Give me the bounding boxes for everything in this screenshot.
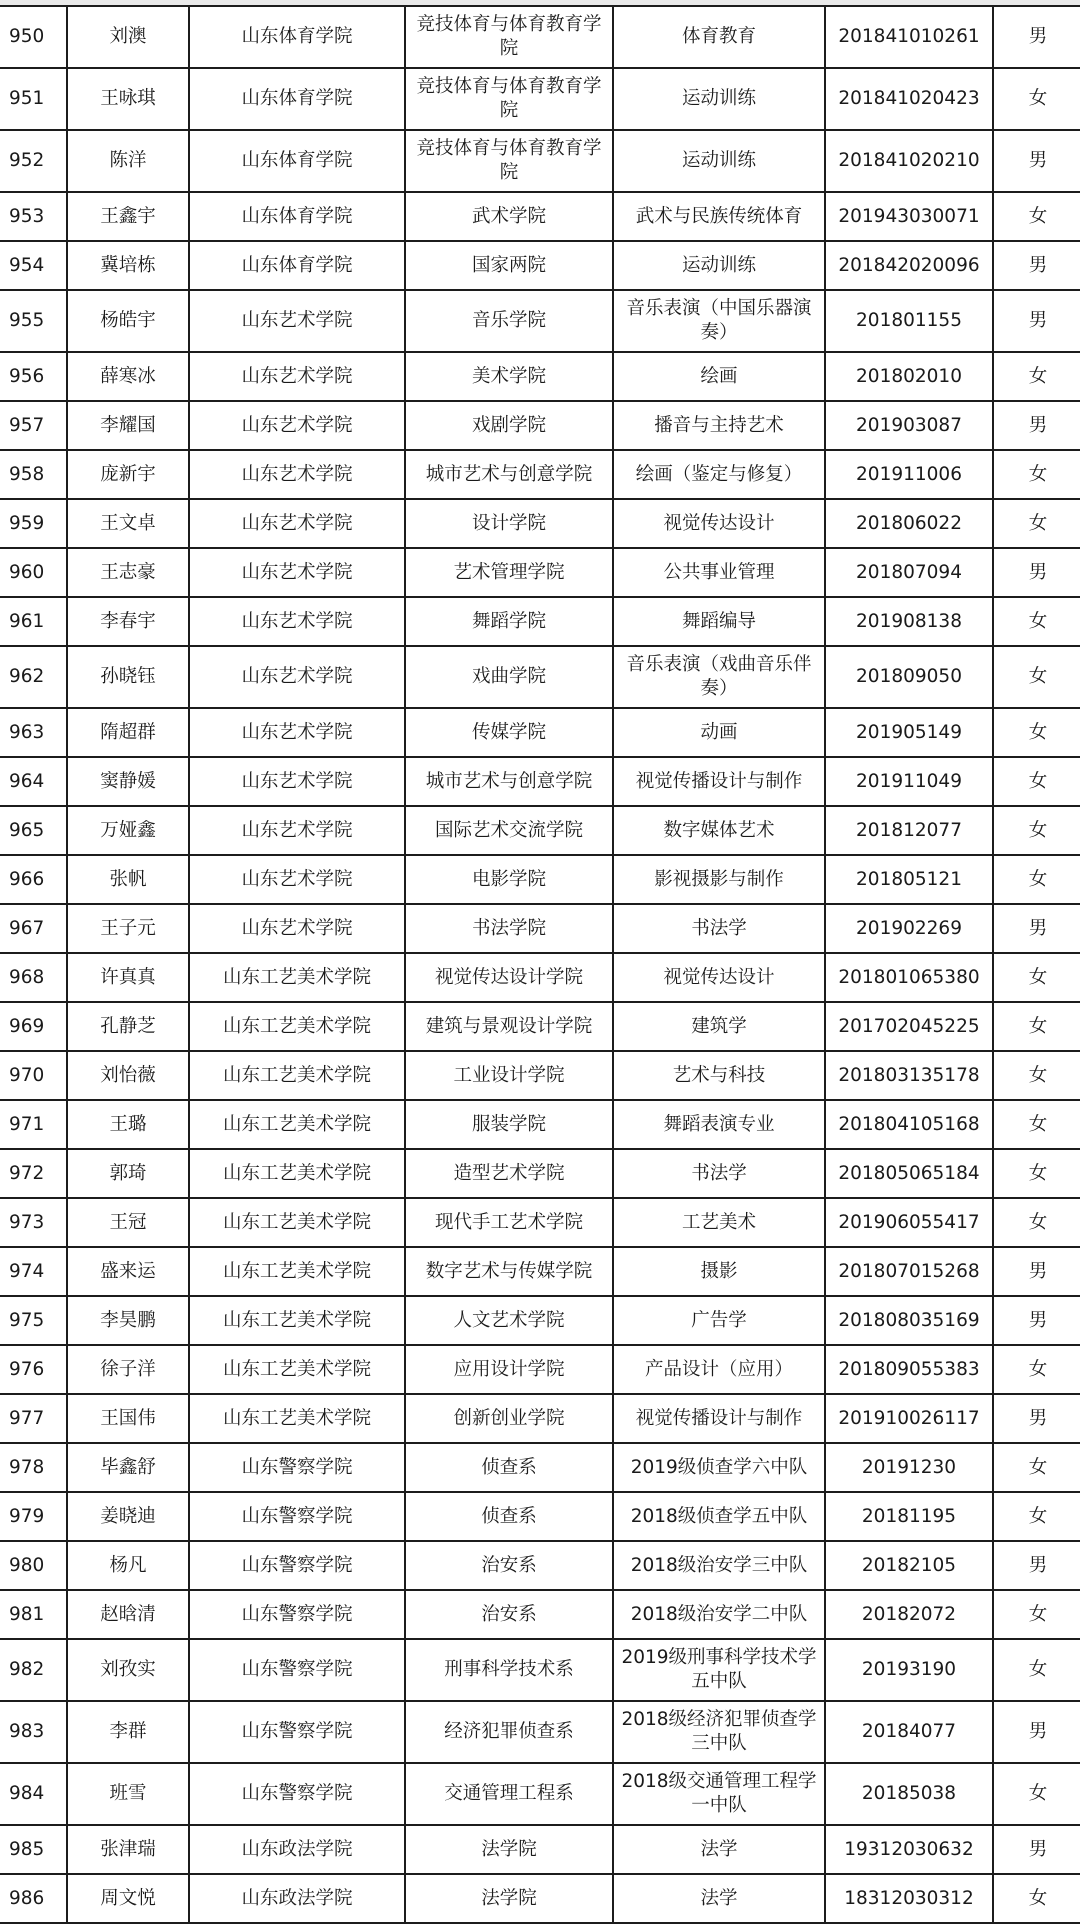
cell-number: 978 — [0, 1443, 67, 1492]
cell-student-id: 201801065380 — [825, 953, 993, 1002]
cell-major: 视觉传达设计 — [613, 953, 825, 1002]
table-row — [0, 597, 1080, 646]
cell-student-id: 201808035169 — [825, 1296, 993, 1345]
cell-name: 孔静芝 — [67, 1002, 189, 1051]
cell-number: 975 — [0, 1296, 67, 1345]
cell-gender: 男 — [993, 548, 1080, 597]
cell-number: 957 — [0, 401, 67, 450]
cell-college: 设计学院 — [405, 499, 613, 548]
cell-major: 书法学 — [613, 904, 825, 953]
table-row — [0, 6, 1080, 68]
cell-school: 山东艺术学院 — [189, 855, 405, 904]
cell-college: 刑事科学技术系 — [405, 1639, 613, 1701]
cell-major: 工艺美术 — [613, 1198, 825, 1247]
cell-student-id: 201905149 — [825, 708, 993, 757]
cell-number: 984 — [0, 1763, 67, 1825]
cell-school: 山东艺术学院 — [189, 708, 405, 757]
cell-name: 杨凡 — [67, 1541, 189, 1590]
cell-name: 陈洋 — [67, 130, 189, 192]
cell-major: 绘画 — [613, 352, 825, 401]
cell-name: 窦静媛 — [67, 757, 189, 806]
cell-student-id: 20185038 — [825, 1763, 993, 1825]
cell-student-id: 201807015268 — [825, 1247, 993, 1296]
cell-number: 951 — [0, 68, 67, 130]
cell-student-id: 20193190 — [825, 1639, 993, 1701]
cell-major: 运动训练 — [613, 130, 825, 192]
cell-gender: 女 — [993, 68, 1080, 130]
cell-school: 山东艺术学院 — [189, 904, 405, 953]
cell-school: 山东体育学院 — [189, 192, 405, 241]
cell-college: 戏曲学院 — [405, 646, 613, 708]
cell-college: 舞蹈学院 — [405, 597, 613, 646]
cell-major: 音乐表演（中国乐器演奏） — [613, 290, 825, 352]
cell-number: 964 — [0, 757, 67, 806]
table-row — [0, 1100, 1080, 1149]
cell-school: 山东工艺美术学院 — [189, 1198, 405, 1247]
cell-school: 山东体育学院 — [189, 130, 405, 192]
cell-name: 许真真 — [67, 953, 189, 1002]
table-row — [0, 548, 1080, 597]
cell-number: 969 — [0, 1002, 67, 1051]
cell-college: 数字艺术与传媒学院 — [405, 1247, 613, 1296]
cell-name: 周文悦 — [67, 1874, 189, 1923]
cell-number: 959 — [0, 499, 67, 548]
cell-college: 视觉传达设计学院 — [405, 953, 613, 1002]
cell-major: 产品设计（应用） — [613, 1345, 825, 1394]
cell-college: 国家两院 — [405, 241, 613, 290]
cell-name: 李春宇 — [67, 597, 189, 646]
cell-major: 数字媒体艺术 — [613, 806, 825, 855]
cell-school: 山东警察学院 — [189, 1541, 405, 1590]
cell-major: 2019级刑事科学技术学五中队 — [613, 1639, 825, 1701]
table-row — [0, 290, 1080, 352]
cell-major: 视觉传达设计 — [613, 499, 825, 548]
cell-student-id: 19312030632 — [825, 1825, 993, 1874]
cell-number: 953 — [0, 192, 67, 241]
cell-student-id: 201806022 — [825, 499, 993, 548]
cell-gender: 男 — [993, 1541, 1080, 1590]
table-row — [0, 953, 1080, 1002]
table-row — [0, 1825, 1080, 1874]
cell-student-id: 20182072 — [825, 1590, 993, 1639]
table-row — [0, 1443, 1080, 1492]
cell-school: 山东警察学院 — [189, 1590, 405, 1639]
cell-major: 舞蹈表演专业 — [613, 1100, 825, 1149]
table-row — [0, 1639, 1080, 1701]
table-row — [0, 806, 1080, 855]
cell-student-id: 201906055417 — [825, 1198, 993, 1247]
cell-college: 侦查系 — [405, 1492, 613, 1541]
cell-name: 杨皓宇 — [67, 290, 189, 352]
cell-gender: 女 — [993, 646, 1080, 708]
cell-name: 孙晓钰 — [67, 646, 189, 708]
cell-student-id: 201841020423 — [825, 68, 993, 130]
cell-name: 徐子洋 — [67, 1345, 189, 1394]
cell-gender: 男 — [993, 1247, 1080, 1296]
table-row — [0, 1002, 1080, 1051]
table-row — [0, 708, 1080, 757]
cell-school: 山东艺术学院 — [189, 499, 405, 548]
cell-name: 刘孜实 — [67, 1639, 189, 1701]
cell-student-id: 201943030071 — [825, 192, 993, 241]
cell-major: 2018级侦查学五中队 — [613, 1492, 825, 1541]
cell-college: 竞技体育与体育教育学院 — [405, 6, 613, 68]
table-row — [0, 1345, 1080, 1394]
cell-college: 竞技体育与体育教育学院 — [405, 130, 613, 192]
cell-student-id: 20191230 — [825, 1443, 993, 1492]
cell-major: 运动训练 — [613, 241, 825, 290]
cell-gender: 女 — [993, 855, 1080, 904]
cell-major: 武术与民族传统体育 — [613, 192, 825, 241]
cell-number: 976 — [0, 1345, 67, 1394]
cell-college: 武术学院 — [405, 192, 613, 241]
cell-major: 播音与主持艺术 — [613, 401, 825, 450]
table-row — [0, 1492, 1080, 1541]
cell-gender: 男 — [993, 1825, 1080, 1874]
cell-student-id: 201805121 — [825, 855, 993, 904]
cell-gender: 女 — [993, 1002, 1080, 1051]
cell-gender: 女 — [993, 1639, 1080, 1701]
cell-number: 961 — [0, 597, 67, 646]
cell-major: 舞蹈编导 — [613, 597, 825, 646]
cell-major: 音乐表演（戏曲音乐伴奏） — [613, 646, 825, 708]
cell-gender: 男 — [993, 401, 1080, 450]
table-row — [0, 1541, 1080, 1590]
cell-name: 冀培栋 — [67, 241, 189, 290]
cell-name: 隋超群 — [67, 708, 189, 757]
cell-gender: 男 — [993, 6, 1080, 68]
cell-number: 967 — [0, 904, 67, 953]
table-row — [0, 1763, 1080, 1825]
cell-gender: 女 — [993, 806, 1080, 855]
cell-college: 侦查系 — [405, 1443, 613, 1492]
cell-student-id: 18312030312 — [825, 1874, 993, 1923]
table-row — [0, 1394, 1080, 1443]
cell-college: 书法学院 — [405, 904, 613, 953]
cell-number: 968 — [0, 953, 67, 1002]
cell-school: 山东工艺美术学院 — [189, 953, 405, 1002]
cell-school: 山东工艺美术学院 — [189, 1100, 405, 1149]
cell-college: 竞技体育与体育教育学院 — [405, 68, 613, 130]
cell-name: 张帆 — [67, 855, 189, 904]
cell-major: 2018级交通管理工程学一中队 — [613, 1763, 825, 1825]
cell-name: 姜晓迪 — [67, 1492, 189, 1541]
cell-number: 966 — [0, 855, 67, 904]
cell-school: 山东艺术学院 — [189, 757, 405, 806]
table-row — [0, 646, 1080, 708]
cell-major: 体育教育 — [613, 6, 825, 68]
cell-number: 979 — [0, 1492, 67, 1541]
cell-gender: 女 — [993, 1345, 1080, 1394]
cell-college: 治安系 — [405, 1541, 613, 1590]
cell-name: 王志豪 — [67, 548, 189, 597]
cell-gender: 女 — [993, 1100, 1080, 1149]
cell-name: 王文卓 — [67, 499, 189, 548]
table-row — [0, 855, 1080, 904]
cell-school: 山东艺术学院 — [189, 352, 405, 401]
cell-number: 954 — [0, 241, 67, 290]
cell-school: 山东警察学院 — [189, 1443, 405, 1492]
cell-college: 经济犯罪侦查系 — [405, 1701, 613, 1763]
cell-student-id: 201805065184 — [825, 1149, 993, 1198]
cell-school: 山东艺术学院 — [189, 548, 405, 597]
cell-number: 971 — [0, 1100, 67, 1149]
cell-school: 山东工艺美术学院 — [189, 1394, 405, 1443]
table-row — [0, 499, 1080, 548]
cell-college: 现代手工艺术学院 — [405, 1198, 613, 1247]
cell-number: 980 — [0, 1541, 67, 1590]
cell-school: 山东工艺美术学院 — [189, 1247, 405, 1296]
cell-gender: 女 — [993, 1492, 1080, 1541]
cell-student-id: 201807094 — [825, 548, 993, 597]
cell-major: 建筑学 — [613, 1002, 825, 1051]
table-row — [0, 130, 1080, 192]
cell-number: 986 — [0, 1874, 67, 1923]
cell-name: 王鑫宇 — [67, 192, 189, 241]
cell-major: 艺术与科技 — [613, 1051, 825, 1100]
cell-school: 山东艺术学院 — [189, 450, 405, 499]
cell-name: 毕鑫舒 — [67, 1443, 189, 1492]
cell-number: 983 — [0, 1701, 67, 1763]
cell-name: 王冠 — [67, 1198, 189, 1247]
cell-student-id: 201908138 — [825, 597, 993, 646]
cell-school: 山东艺术学院 — [189, 806, 405, 855]
cell-number: 970 — [0, 1051, 67, 1100]
cell-college: 音乐学院 — [405, 290, 613, 352]
cell-number: 958 — [0, 450, 67, 499]
cell-school: 山东工艺美术学院 — [189, 1296, 405, 1345]
table-row — [0, 68, 1080, 130]
cell-student-id: 201803135178 — [825, 1051, 993, 1100]
cell-gender: 男 — [993, 290, 1080, 352]
cell-name: 王国伟 — [67, 1394, 189, 1443]
cell-major: 2018级经济犯罪侦查学三中队 — [613, 1701, 825, 1763]
cell-gender: 女 — [993, 499, 1080, 548]
cell-name: 赵晗清 — [67, 1590, 189, 1639]
cell-student-id: 201911006 — [825, 450, 993, 499]
cell-name: 万娅鑫 — [67, 806, 189, 855]
cell-college: 城市艺术与创意学院 — [405, 757, 613, 806]
cell-gender: 女 — [993, 192, 1080, 241]
cell-name: 王咏琪 — [67, 68, 189, 130]
cell-major: 广告学 — [613, 1296, 825, 1345]
cell-gender: 女 — [993, 1051, 1080, 1100]
cell-school: 山东艺术学院 — [189, 401, 405, 450]
cell-gender: 男 — [993, 241, 1080, 290]
cell-major: 书法学 — [613, 1149, 825, 1198]
cell-student-id: 201911049 — [825, 757, 993, 806]
cell-number: 963 — [0, 708, 67, 757]
cell-gender: 女 — [993, 1443, 1080, 1492]
cell-college: 人文艺术学院 — [405, 1296, 613, 1345]
cell-college: 戏剧学院 — [405, 401, 613, 450]
cell-school: 山东艺术学院 — [189, 646, 405, 708]
table-row — [0, 401, 1080, 450]
cell-gender: 男 — [993, 1296, 1080, 1345]
cell-gender: 女 — [993, 1763, 1080, 1825]
cell-student-id: 201910026117 — [825, 1394, 993, 1443]
cell-name: 班雪 — [67, 1763, 189, 1825]
cell-student-id: 20182105 — [825, 1541, 993, 1590]
cell-school: 山东政法学院 — [189, 1874, 405, 1923]
cell-major: 动画 — [613, 708, 825, 757]
cell-college: 艺术管理学院 — [405, 548, 613, 597]
cell-school: 山东工艺美术学院 — [189, 1002, 405, 1051]
cell-major: 法学 — [613, 1874, 825, 1923]
cell-college: 法学院 — [405, 1874, 613, 1923]
cell-name: 刘怡薇 — [67, 1051, 189, 1100]
cell-school: 山东体育学院 — [189, 6, 405, 68]
cell-student-id: 201841020210 — [825, 130, 993, 192]
cell-major: 2019级侦查学六中队 — [613, 1443, 825, 1492]
cell-gender: 女 — [993, 1149, 1080, 1198]
cell-student-id: 201903087 — [825, 401, 993, 450]
cell-name: 王子元 — [67, 904, 189, 953]
cell-college: 服装学院 — [405, 1100, 613, 1149]
table-row — [0, 1247, 1080, 1296]
table-row — [0, 352, 1080, 401]
cell-number: 973 — [0, 1198, 67, 1247]
cell-student-id: 20184077 — [825, 1701, 993, 1763]
cell-number: 981 — [0, 1590, 67, 1639]
cell-college: 应用设计学院 — [405, 1345, 613, 1394]
cell-number: 985 — [0, 1825, 67, 1874]
cell-major: 2018级治安学二中队 — [613, 1590, 825, 1639]
cell-name: 郭琦 — [67, 1149, 189, 1198]
cell-college: 法学院 — [405, 1825, 613, 1874]
cell-gender: 男 — [993, 1701, 1080, 1763]
table-row — [0, 1149, 1080, 1198]
cell-college: 国际艺术交流学院 — [405, 806, 613, 855]
cell-gender: 女 — [993, 450, 1080, 499]
cell-number: 982 — [0, 1639, 67, 1701]
cell-college: 创新创业学院 — [405, 1394, 613, 1443]
cell-gender: 女 — [993, 1590, 1080, 1639]
cell-school: 山东艺术学院 — [189, 597, 405, 646]
table-row — [0, 1590, 1080, 1639]
cell-school: 山东工艺美术学院 — [189, 1149, 405, 1198]
cell-student-id: 201902269 — [825, 904, 993, 953]
cell-student-id: 20181195 — [825, 1492, 993, 1541]
cell-number: 956 — [0, 352, 67, 401]
cell-college: 交通管理工程系 — [405, 1763, 613, 1825]
cell-major: 视觉传播设计与制作 — [613, 757, 825, 806]
table-row — [0, 1296, 1080, 1345]
cell-college: 建筑与景观设计学院 — [405, 1002, 613, 1051]
cell-name: 李群 — [67, 1701, 189, 1763]
cell-gender: 女 — [993, 708, 1080, 757]
cell-school: 山东艺术学院 — [189, 290, 405, 352]
cell-student-id: 201809055383 — [825, 1345, 993, 1394]
cell-major: 绘画（鉴定与修复） — [613, 450, 825, 499]
cell-major: 摄影 — [613, 1247, 825, 1296]
cell-student-id: 201801155 — [825, 290, 993, 352]
cell-gender: 女 — [993, 1198, 1080, 1247]
table-row — [0, 1198, 1080, 1247]
cell-name: 庞新宇 — [67, 450, 189, 499]
cell-school: 山东体育学院 — [189, 241, 405, 290]
cell-name: 王璐 — [67, 1100, 189, 1149]
cell-college: 传媒学院 — [405, 708, 613, 757]
cell-major: 法学 — [613, 1825, 825, 1874]
cell-college: 工业设计学院 — [405, 1051, 613, 1100]
cell-number: 962 — [0, 646, 67, 708]
cell-number: 952 — [0, 130, 67, 192]
table-row — [0, 450, 1080, 499]
cell-gender: 女 — [993, 597, 1080, 646]
cell-number: 977 — [0, 1394, 67, 1443]
cell-college: 治安系 — [405, 1590, 613, 1639]
cell-college: 城市艺术与创意学院 — [405, 450, 613, 499]
cell-school: 山东政法学院 — [189, 1825, 405, 1874]
cell-school: 山东工艺美术学院 — [189, 1345, 405, 1394]
cell-student-id: 201804105168 — [825, 1100, 993, 1149]
cell-college: 电影学院 — [405, 855, 613, 904]
cell-major: 运动训练 — [613, 68, 825, 130]
cell-gender: 男 — [993, 1394, 1080, 1443]
cell-major: 视觉传播设计与制作 — [613, 1394, 825, 1443]
cell-college: 美术学院 — [405, 352, 613, 401]
cell-gender: 女 — [993, 352, 1080, 401]
table-row — [0, 757, 1080, 806]
cell-school: 山东警察学院 — [189, 1701, 405, 1763]
cell-name: 薛寒冰 — [67, 352, 189, 401]
cell-school: 山东警察学院 — [189, 1763, 405, 1825]
cell-name: 盛来运 — [67, 1247, 189, 1296]
cell-number: 972 — [0, 1149, 67, 1198]
cell-student-id: 201702045225 — [825, 1002, 993, 1051]
cell-number: 965 — [0, 806, 67, 855]
cell-student-id: 201842020096 — [825, 241, 993, 290]
table-row — [0, 1874, 1080, 1923]
cell-student-id: 201802010 — [825, 352, 993, 401]
cell-student-id: 201812077 — [825, 806, 993, 855]
table-row — [0, 904, 1080, 953]
cell-name: 李耀国 — [67, 401, 189, 450]
cell-number: 950 — [0, 6, 67, 68]
cell-major: 2018级治安学三中队 — [613, 1541, 825, 1590]
cell-name: 李昊鹏 — [67, 1296, 189, 1345]
cell-gender: 女 — [993, 757, 1080, 806]
cell-gender: 男 — [993, 130, 1080, 192]
cell-student-id: 201809050 — [825, 646, 993, 708]
cell-major: 公共事业管理 — [613, 548, 825, 597]
cell-gender: 女 — [993, 953, 1080, 1002]
table-row — [0, 241, 1080, 290]
cell-school: 山东警察学院 — [189, 1639, 405, 1701]
cell-college: 造型艺术学院 — [405, 1149, 613, 1198]
cell-number: 974 — [0, 1247, 67, 1296]
cell-school: 山东警察学院 — [189, 1492, 405, 1541]
table-row — [0, 192, 1080, 241]
cell-gender: 男 — [993, 904, 1080, 953]
cell-major: 影视摄影与制作 — [613, 855, 825, 904]
cell-student-id: 201841010261 — [825, 6, 993, 68]
cell-school: 山东工艺美术学院 — [189, 1051, 405, 1100]
table-row — [0, 1701, 1080, 1763]
cell-school: 山东体育学院 — [189, 68, 405, 130]
cell-name: 张津瑞 — [67, 1825, 189, 1874]
roster-body — [0, 6, 1080, 1923]
cell-number: 955 — [0, 290, 67, 352]
table-row — [0, 1051, 1080, 1100]
student-roster-table — [0, 5, 1080, 1924]
cell-name: 刘澳 — [67, 6, 189, 68]
cell-number: 960 — [0, 548, 67, 597]
cell-gender: 女 — [993, 1874, 1080, 1923]
